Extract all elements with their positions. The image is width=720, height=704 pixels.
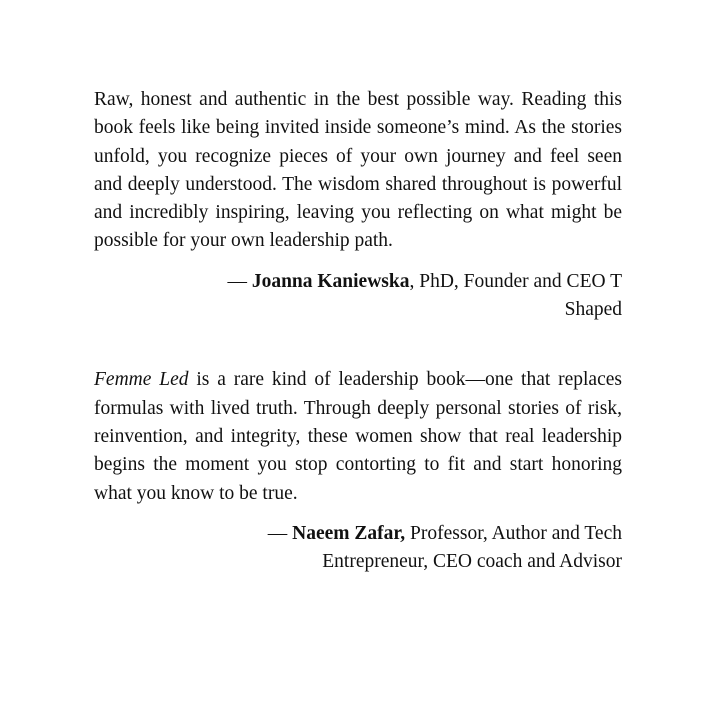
author-name: Naeem Zafar, (292, 522, 406, 544)
author-name: Joanna Kaniewska (251, 270, 410, 292)
book-title: Femme Led (94, 369, 189, 391)
author-credential: Professor, Author and Tech (405, 522, 622, 544)
author-credential: , PhD, Founder and CEO T (409, 270, 622, 292)
testimonial-attribution (94, 268, 622, 325)
attribution-line-1 (94, 268, 622, 296)
attribution-dash: — (227, 270, 252, 292)
testimonial-2 (94, 366, 622, 576)
testimonial-quote: Raw, honest and authentic in the best possible way. Reading this book feels like being invited inside someone’s mind. As the stories unfold, you recognize pieces of your own journey and feel seen and deeply understood. The wisdom shared throughout is powerful and incredibly inspiring, leaving you reflecting on what might be possible for your own leadership path. (94, 89, 622, 252)
attribution-dash: — (267, 522, 293, 544)
endorsements-page (94, 86, 622, 576)
quote-text: is a rare kind of leadership book—one that replaces formulas with lived truth. Through deeply personal stories of risk, reinvention, and integrity, these women show that real leadership begins the moment you stop contorting to fit and start honoring what you know to be true. (94, 369, 622, 504)
attribution-line-2: Entrepreneur, CEO coach and Advisor (322, 551, 622, 573)
attribution-line-1 (94, 520, 622, 548)
attribution-line-2: Shaped (564, 299, 622, 321)
testimonial-attribution (94, 520, 622, 577)
testimonial-1 (94, 86, 622, 324)
testimonial-quote (94, 366, 622, 507)
